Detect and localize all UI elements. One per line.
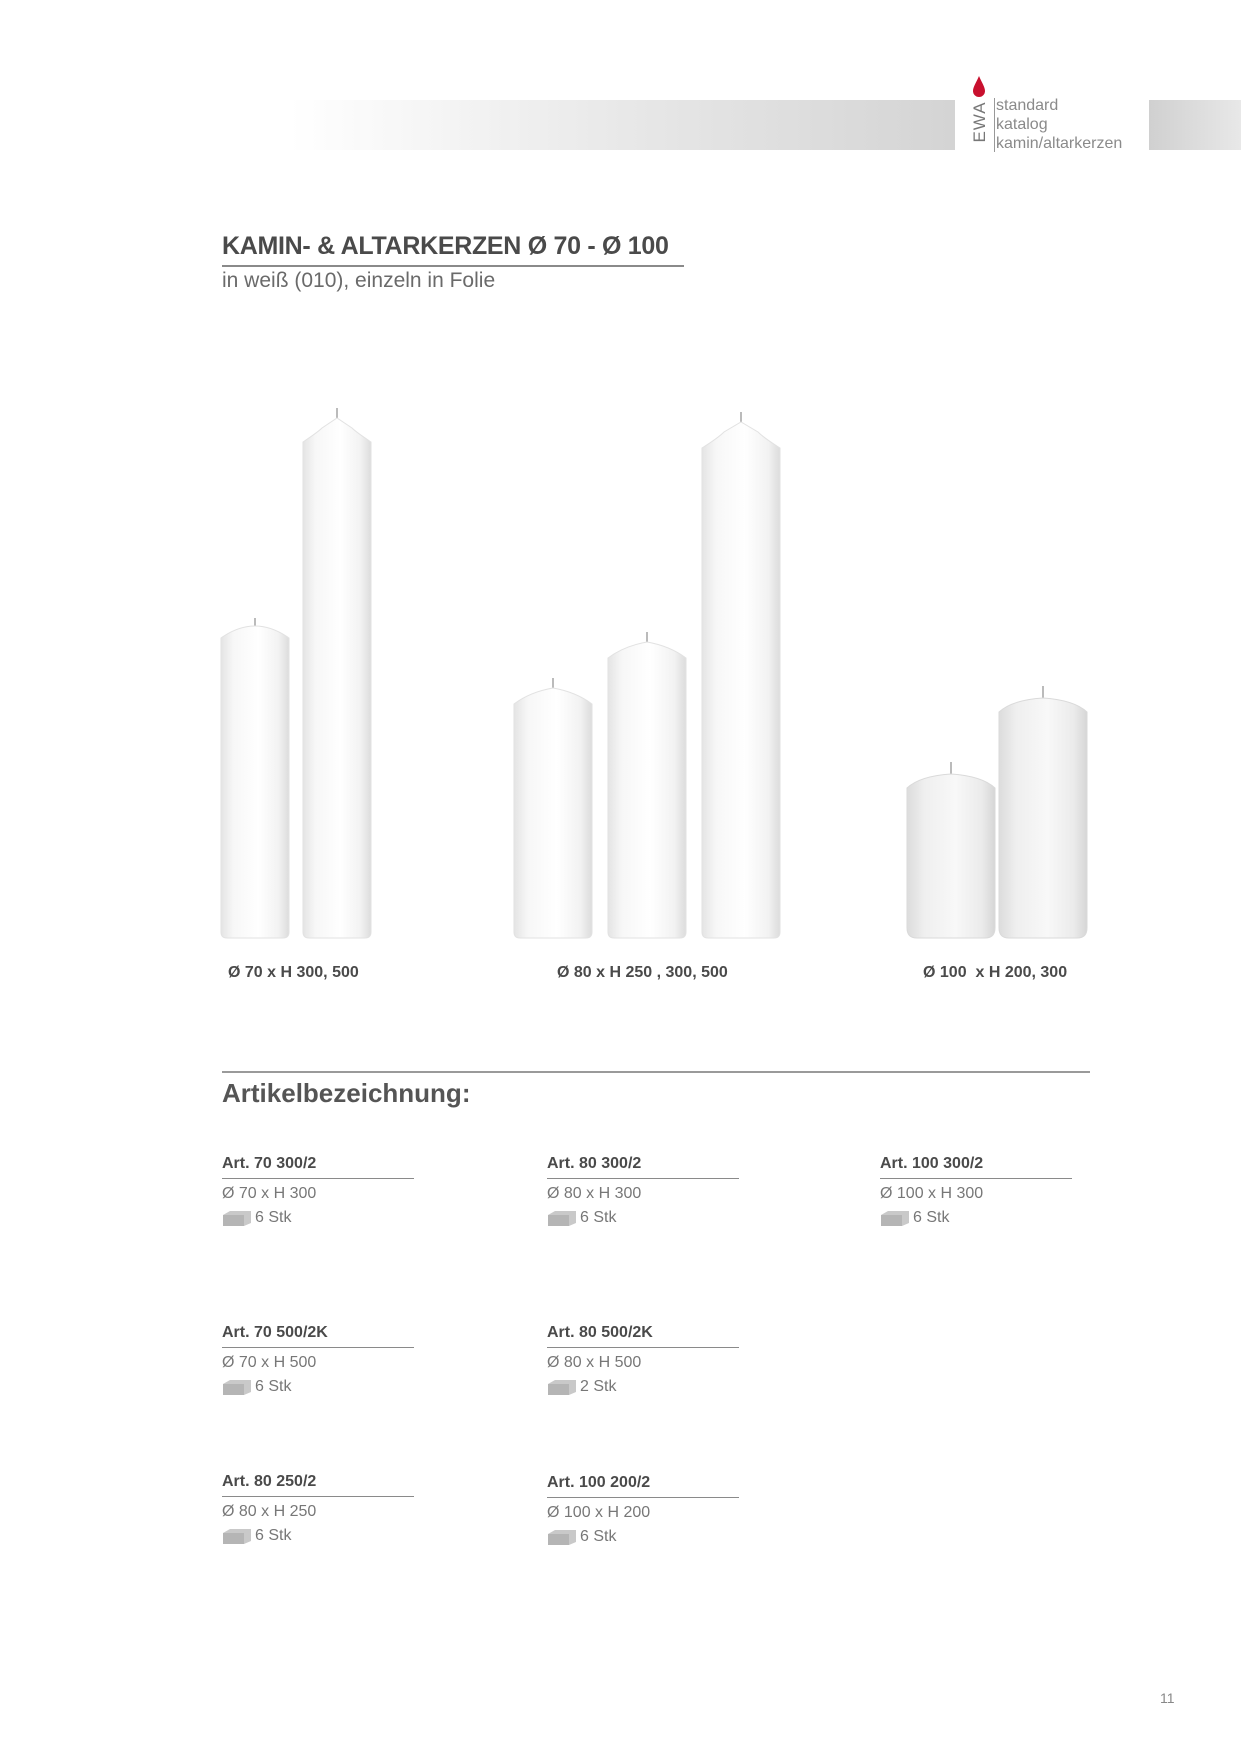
article-underline	[880, 1178, 1072, 1179]
article-dimensions: Ø 70 x H 500	[222, 1354, 317, 1371]
article-pack-count: 6 Stk	[580, 1209, 617, 1226]
article-underline	[547, 1178, 739, 1179]
title-underline	[222, 265, 684, 267]
candle-70-300	[221, 618, 289, 938]
box-icon	[547, 1209, 577, 1227]
article-title: Art. 100 300/2	[880, 1155, 984, 1172]
article-dimensions: Ø 80 x H 500	[547, 1354, 642, 1371]
size-label-70: Ø 70 x H 300, 500	[228, 964, 359, 981]
box-icon	[222, 1378, 252, 1396]
article-dimensions: Ø 100 x H 300	[880, 1185, 984, 1202]
article-underline	[547, 1497, 739, 1498]
candle-100-200	[907, 762, 995, 938]
page-subtitle: in weiß (010), einzeln in Folie	[222, 269, 496, 292]
article-pack-count: 2 Stk	[580, 1378, 617, 1395]
size-label-100: Ø 100 x H 200, 300	[923, 964, 1068, 981]
article-underline	[222, 1496, 414, 1497]
candle-70-500	[303, 408, 371, 938]
box-icon	[880, 1209, 910, 1227]
header-gradient-bar-right	[1149, 100, 1241, 150]
article-dimensions: Ø 80 x H 250	[222, 1503, 317, 1520]
candle-80-300	[608, 632, 686, 938]
article-pack	[547, 1208, 739, 1228]
section-title: Artikelbezeichnung:	[222, 1078, 471, 1108]
article-pack	[222, 1208, 414, 1228]
logo-divider	[994, 98, 995, 152]
candles-photo	[200, 390, 1100, 950]
article-title: Art. 100 200/2	[547, 1474, 651, 1491]
article-pack-count: 6 Stk	[255, 1378, 292, 1395]
header-gradient-bar	[290, 100, 955, 150]
article-underline	[547, 1347, 739, 1348]
article-pack	[547, 1527, 739, 1547]
article-underline	[222, 1347, 414, 1348]
box-icon	[547, 1378, 577, 1396]
brand-lines	[996, 96, 1122, 153]
article-card	[547, 1154, 739, 1228]
article-pack	[222, 1526, 414, 1546]
article-card	[880, 1154, 1072, 1228]
article-card	[547, 1323, 739, 1397]
article-pack-count: 6 Stk	[255, 1209, 292, 1226]
box-icon	[547, 1528, 577, 1546]
page-number: 11	[1160, 1690, 1175, 1706]
brand-line-category: kamin/altarkerzen	[996, 135, 1123, 152]
article-title: Art. 80 250/2	[222, 1473, 317, 1490]
article-card	[222, 1323, 414, 1397]
box-icon	[222, 1209, 252, 1227]
article-card	[222, 1472, 414, 1546]
box-icon	[222, 1527, 252, 1545]
article-dimensions: Ø 80 x H 300	[547, 1185, 642, 1202]
article-underline	[222, 1178, 414, 1179]
article-dimensions: Ø 70 x H 300	[222, 1185, 317, 1202]
candle-100-300	[999, 686, 1087, 938]
article-title: Art. 80 500/2K	[547, 1324, 653, 1341]
article-title: Art. 80 300/2	[547, 1155, 642, 1172]
article-card	[222, 1154, 414, 1228]
logo-text: EWA	[970, 101, 989, 143]
article-title: Art. 70 300/2	[222, 1155, 317, 1172]
article-pack	[880, 1208, 1072, 1228]
size-label-80: Ø 80 x H 250 , 300, 500	[557, 964, 728, 981]
article-pack	[547, 1377, 739, 1397]
brand-line-katalog: katalog	[996, 116, 1048, 133]
article-title: Art. 70 500/2K	[222, 1324, 328, 1341]
section-divider	[222, 1071, 1090, 1073]
article-pack-count: 6 Stk	[255, 1527, 292, 1544]
brand-line-standard: standard	[996, 97, 1059, 114]
article-card	[547, 1473, 739, 1547]
article-pack	[222, 1377, 414, 1397]
article-pack-count: 6 Stk	[913, 1209, 950, 1226]
article-dimensions: Ø 100 x H 200	[547, 1504, 651, 1521]
candle-80-500	[702, 412, 780, 938]
article-pack-count: 6 Stk	[580, 1528, 617, 1545]
candle-80-250	[514, 678, 592, 938]
page-title: KAMIN- & ALTARKERZEN Ø 70 - Ø 100	[222, 232, 669, 260]
